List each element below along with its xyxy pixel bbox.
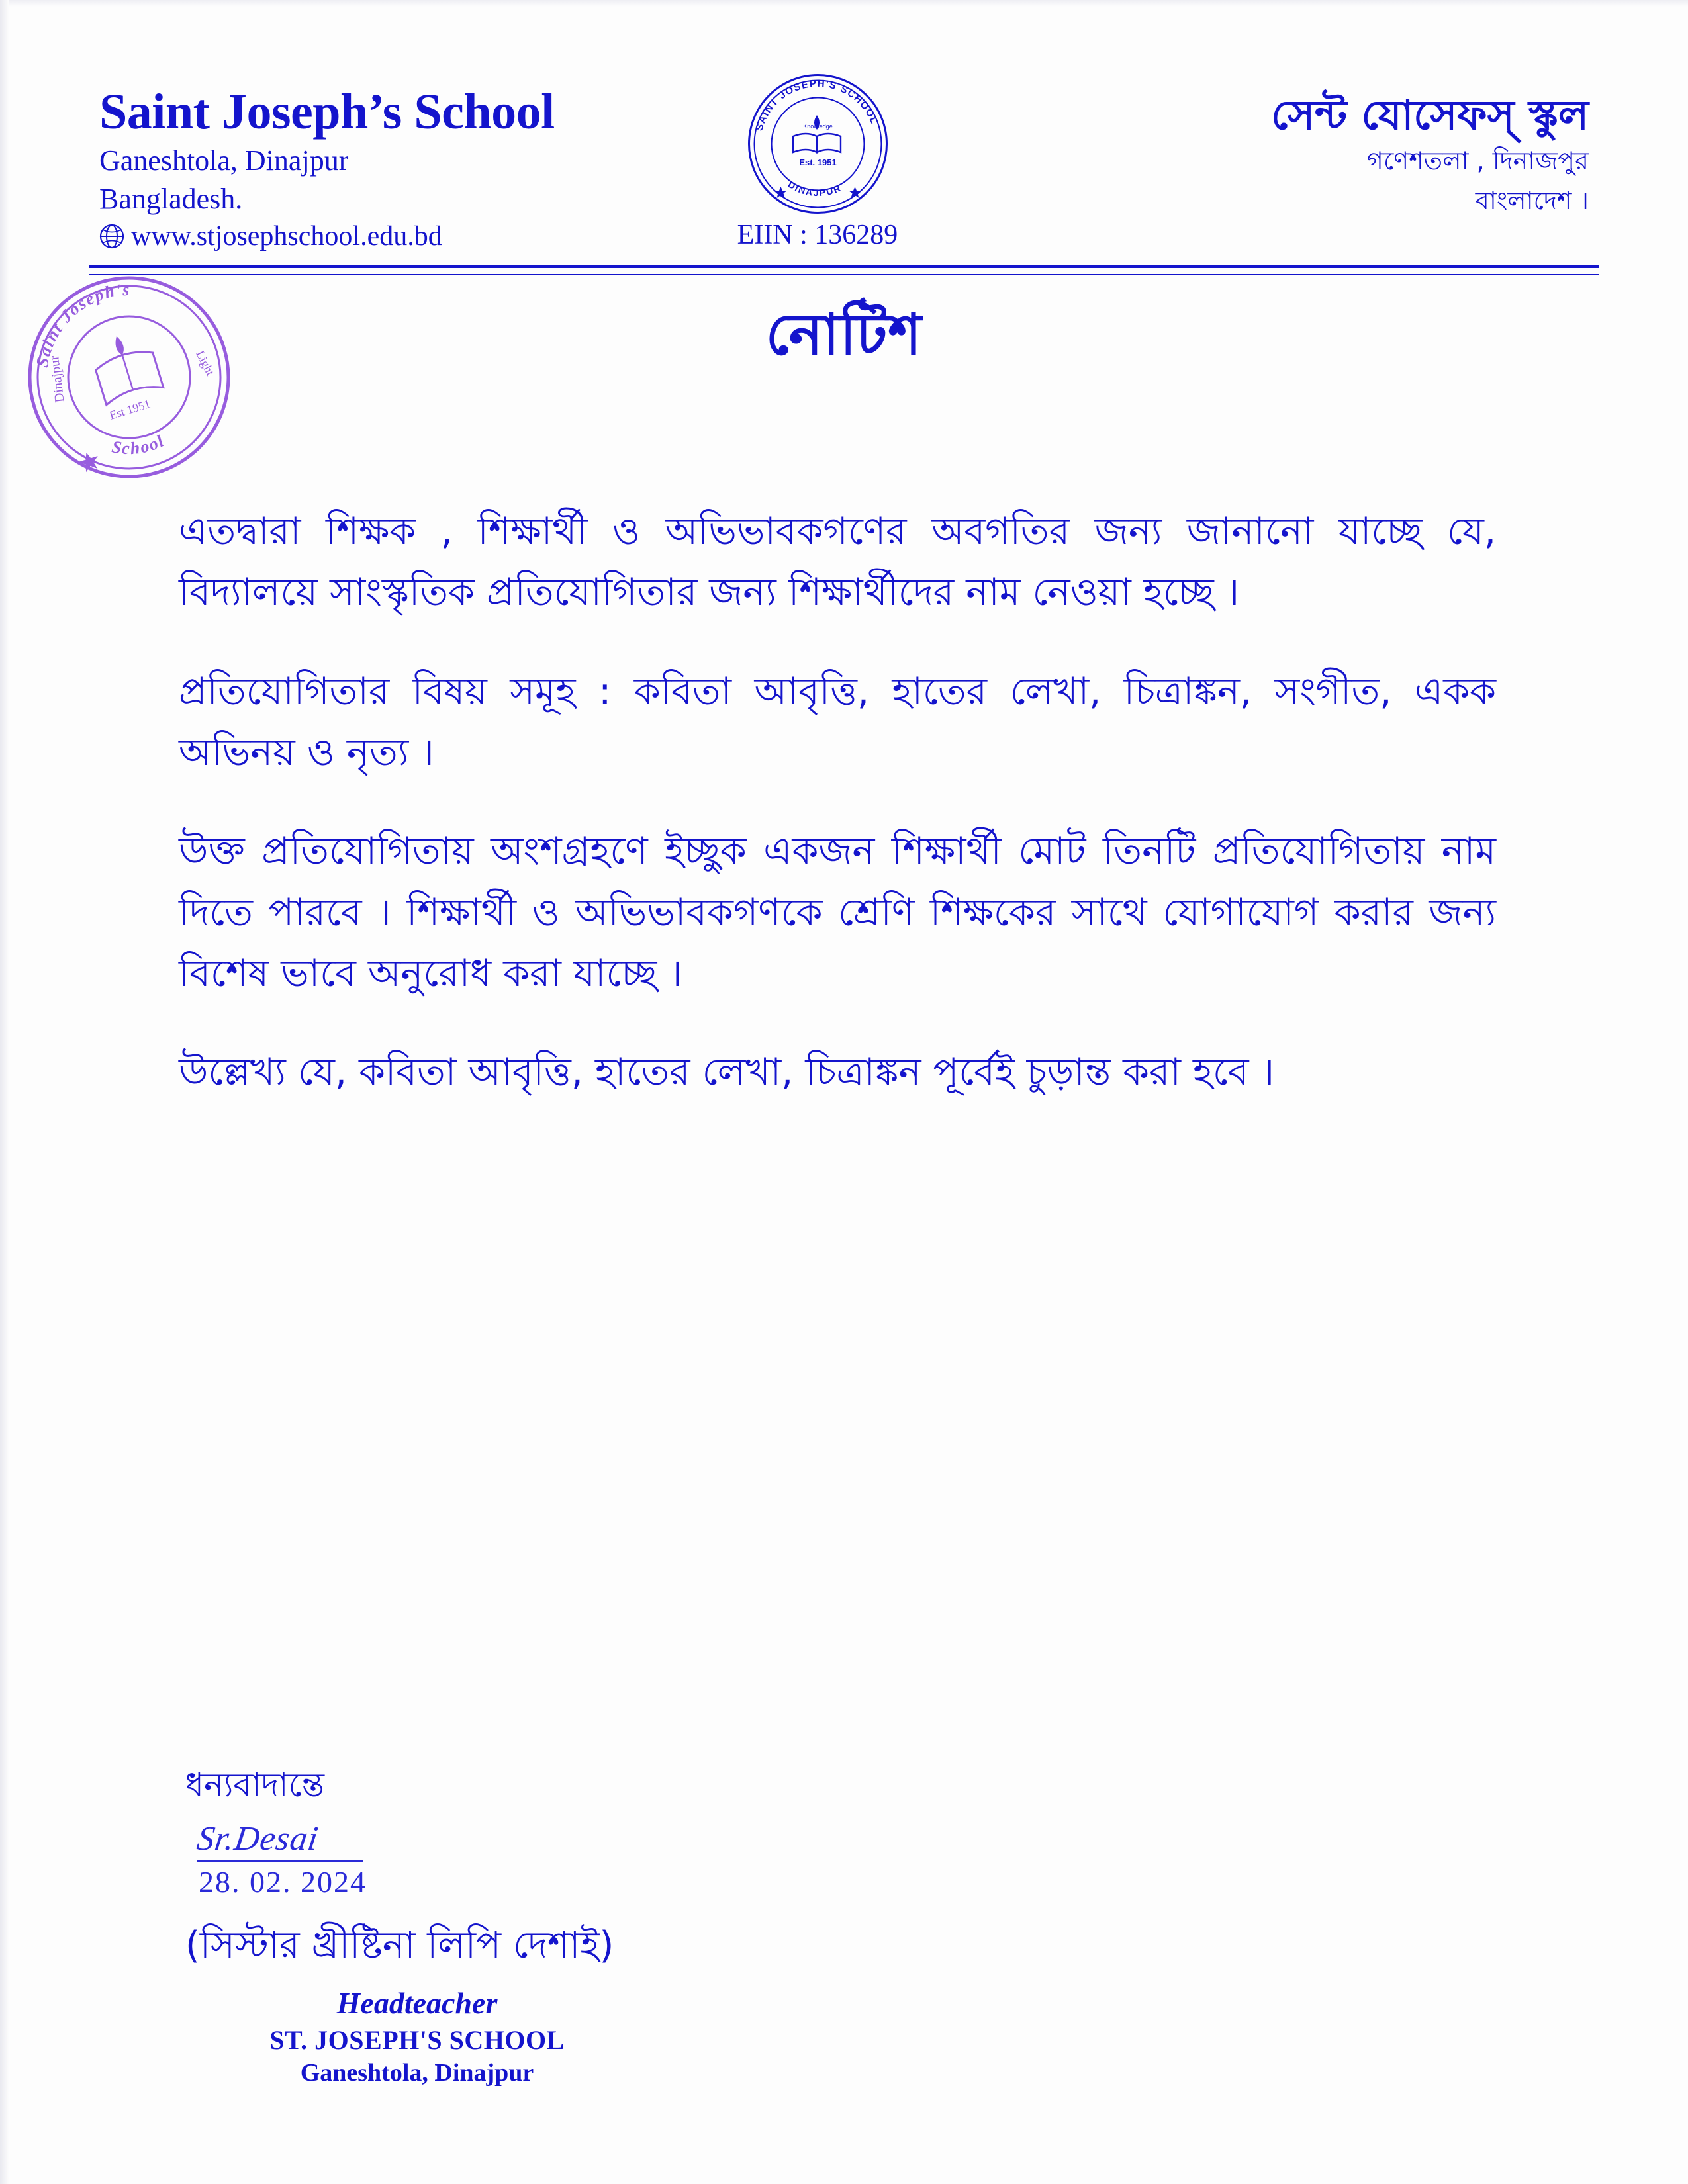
signatory-name: (সিস্টার খ্রীষ্টিনা লিপি দেশাই) (185, 1924, 614, 1967)
svg-text:Knowledge: Knowledge (802, 123, 833, 130)
svg-text:Saint Joseph's: Saint Joseph's (32, 279, 131, 369)
school-name-english: Saint Joseph’s School (99, 84, 555, 140)
svg-text:Light: Light (193, 348, 217, 378)
svg-text:SAINT JOSEPH'S SCHOOL: SAINT JOSEPH'S SCHOOL (753, 77, 880, 132)
svg-text:DINAJPUR: DINAJPUR (786, 179, 843, 199)
letterhead (0, 73, 1688, 265)
signatory-place: Ganeshtola, Dinajpur (300, 2059, 534, 2087)
school-crest-logo-icon (747, 73, 889, 215)
notice-body (179, 463, 1496, 1103)
letterhead-english-block (99, 86, 695, 252)
header-divider-thin (89, 274, 1599, 275)
signature-date: 28. 02. 2024 (199, 1865, 367, 1899)
closing-salutation: ধন্যবাদান্তে (185, 1766, 325, 1804)
school-address-line2-bangla: বাংলাদেশ । (1475, 185, 1589, 215)
letterhead-center-block (692, 73, 943, 251)
signature-underline (197, 1860, 363, 1862)
signature-block (185, 1760, 914, 2087)
school-website[interactable]: www.stjosephschool.edu.bd (131, 220, 442, 251)
school-name-bangla: সেন্ট যোসেফস্ স্কুল (1271, 91, 1589, 139)
handwritten-signature: Sr.Desai (194, 1820, 321, 1858)
letterhead-bangla-block (1033, 91, 1589, 217)
school-address-line2-english: Bangladesh. (99, 183, 243, 216)
scan-edge-top (0, 0, 1688, 7)
signatory-school: ST. JOSEPH'S SCHOOL (269, 2025, 565, 2055)
school-address-line1-bangla: গণেশতলা , দিনাজপুর (1367, 146, 1589, 176)
header-divider-thick (89, 265, 1599, 268)
svg-text:Est. 1951: Est. 1951 (798, 158, 837, 167)
notice-title: নোটিশ (765, 302, 923, 368)
svg-text:School: School (110, 431, 168, 459)
svg-text:Est 1951: Est 1951 (107, 396, 152, 422)
globe-icon (99, 224, 124, 249)
svg-text:Dinajpur: Dinajpur (47, 355, 68, 404)
notice-paragraph-2: প্রতিযোগিতার বিষয় সমূহ : কবিতা আবৃত্তি, হাতের লেখা, চিত্রাঙ্কন, সংগীত, একক অভিনয় ও নৃত্য । (179, 669, 1496, 774)
notice-paragraph-3: উক্ত প্রতিযোগিতায় অংশগ্রহণে ইচ্ছুক একজন শিক্ষার্থী মোট তিনটি প্রতিযোগিতায় নাম দিতে পারবে । শিক্ষার্থী ও অভিভাবকগণকে শ্রেণি শিক্ষকের সাথে যোগাযোগ করার জন্য বিশেষ ভাবে অনুরোধ করা যাচ্ছে । (179, 829, 1496, 995)
notice-paragraph-4: উল্লেখ্য যে, কবিতা আবৃত্তি, হাতের লেখা, চিত্রাঙ্কন পূর্বেই চুড়ান্ত করা হবে । (179, 1050, 1275, 1095)
notice-paragraph-1: এতদ্বারা শিক্ষক , শিক্ষার্থী ও অভিভাবকগণের অবগতির জন্য জানানো যাচ্ছে যে, বিদ্যালয়ে সাংস্কৃতিক প্রতিযোগিতার জন্য শিক্ষার্থীদের নাম নেওয়া হচ্ছে । (179, 510, 1496, 615)
signatory-role: Headteacher (336, 1986, 498, 2020)
school-address-line1-english: Ganeshtola, Dinajpur (99, 144, 349, 177)
eiin-number: EIIN : 136289 (737, 220, 898, 250)
